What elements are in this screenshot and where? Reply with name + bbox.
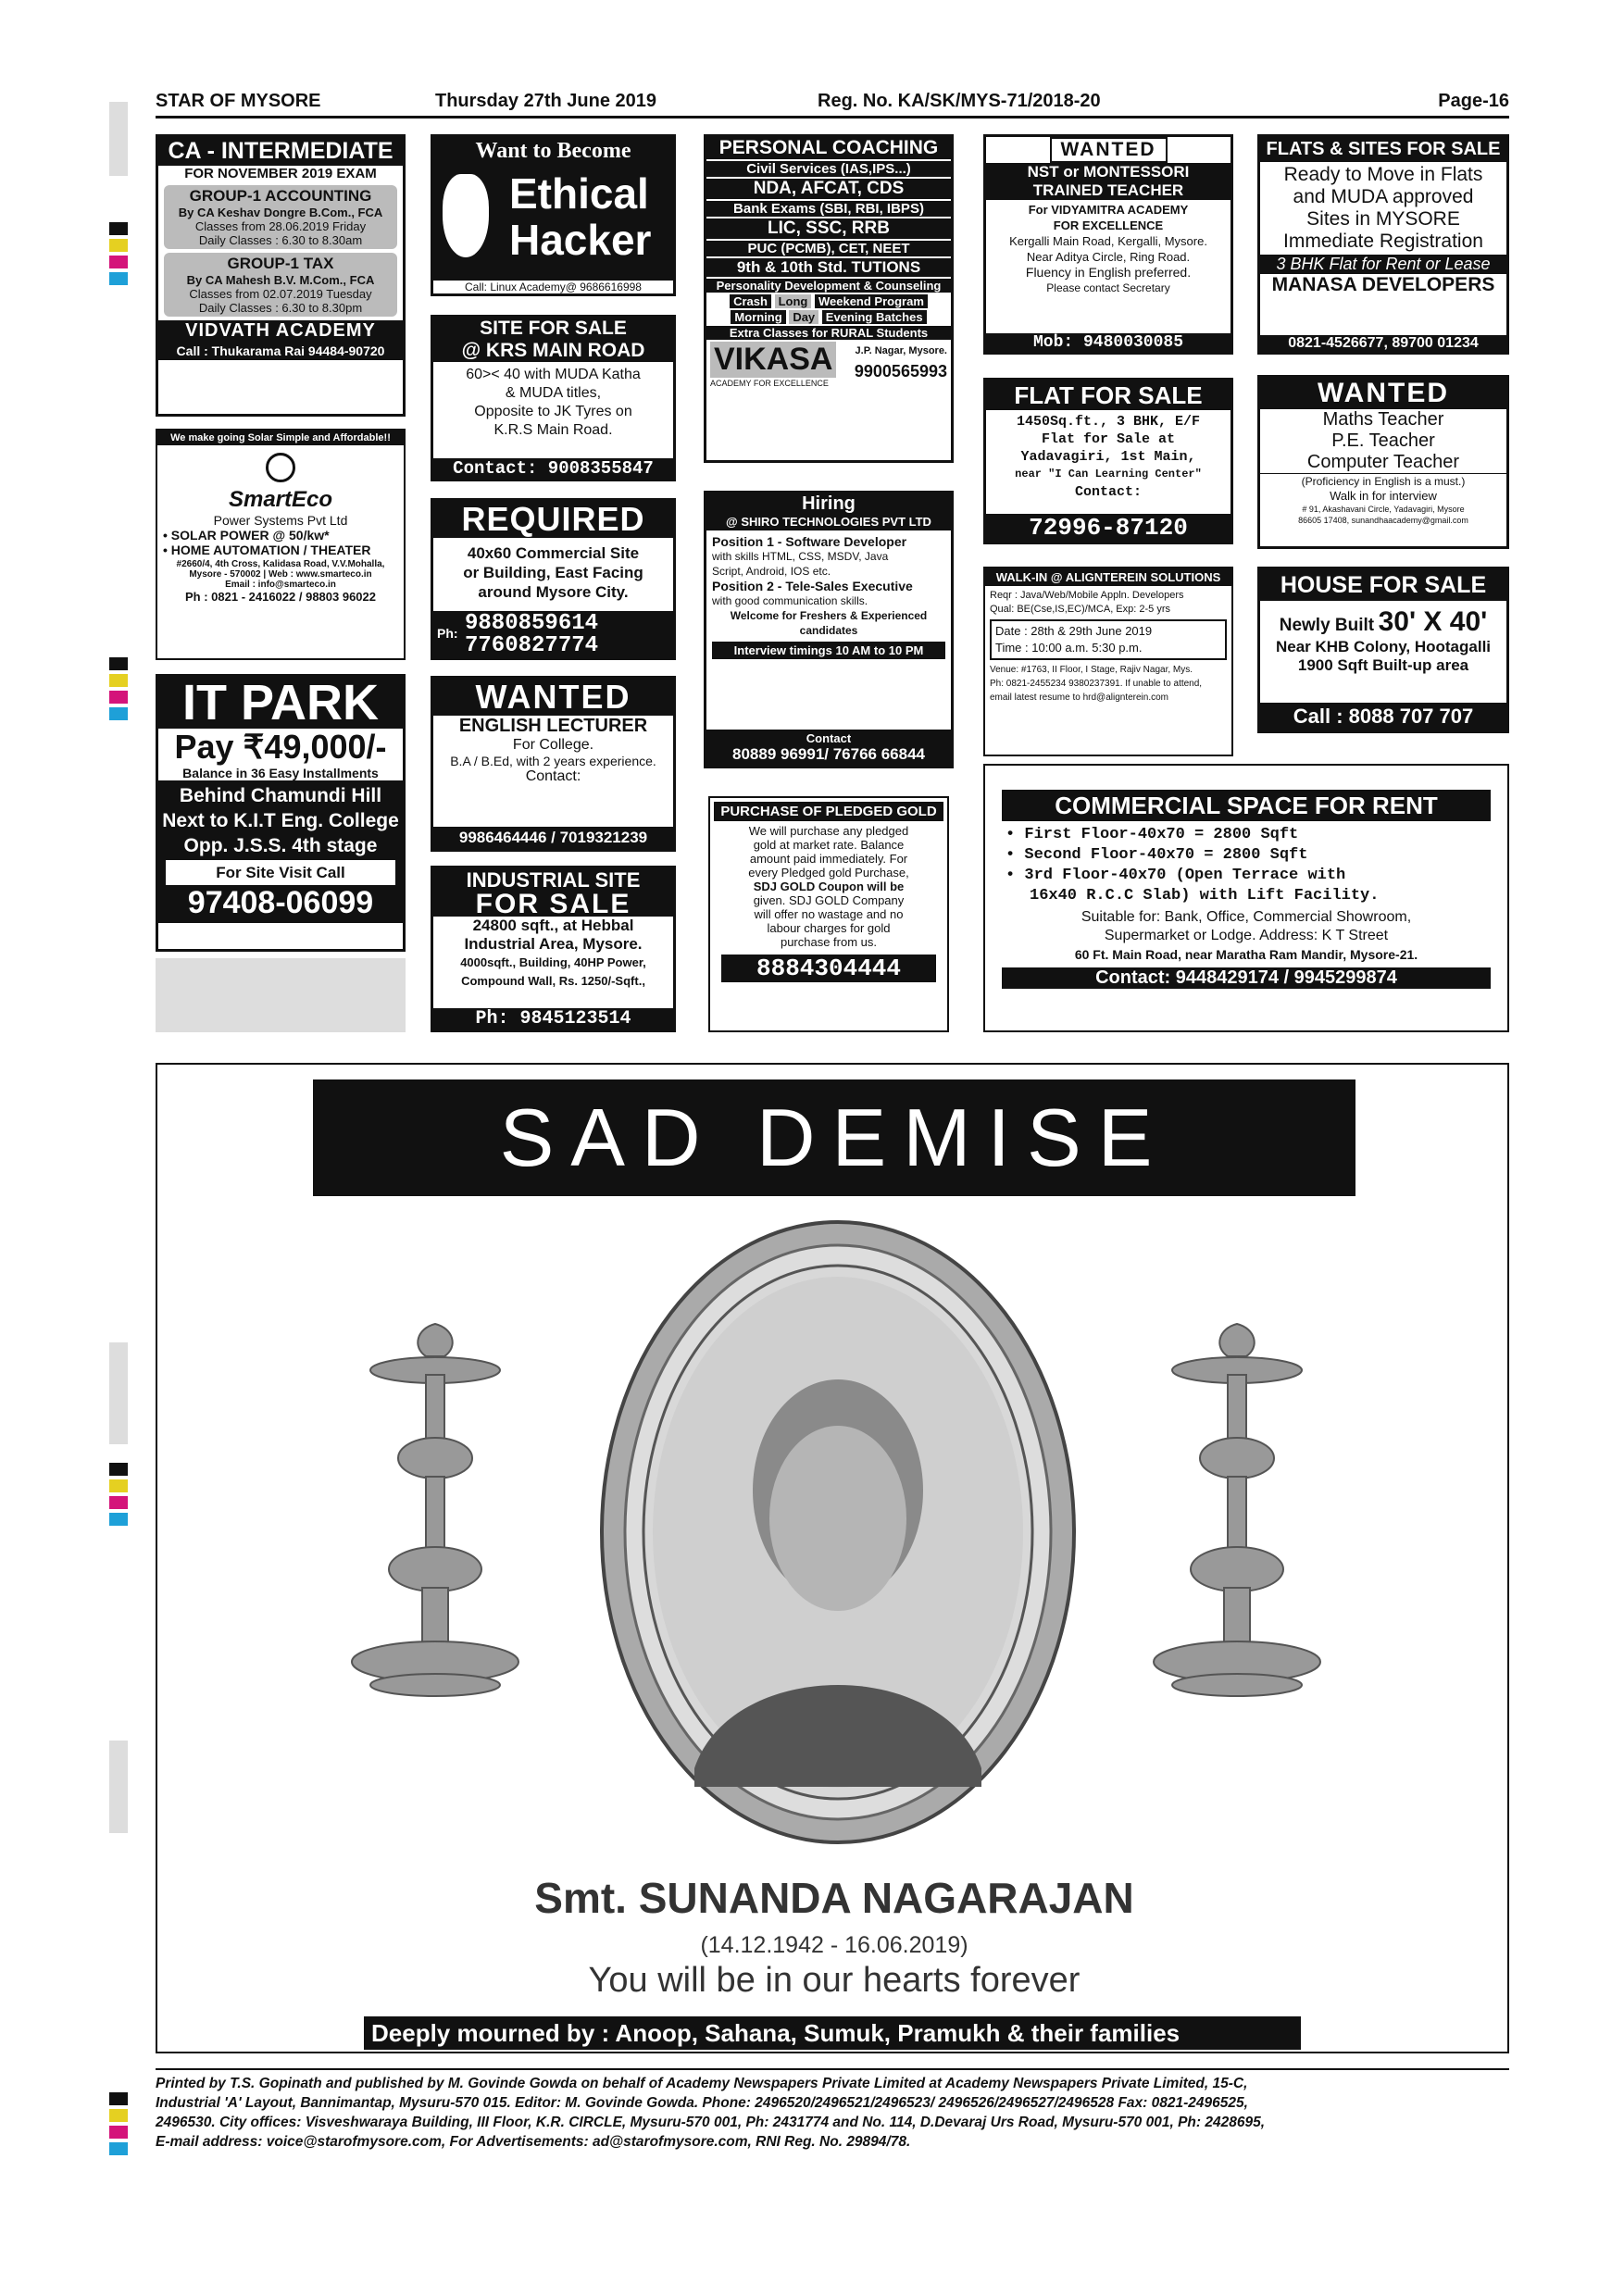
floor-line: 16x40 R.C.C Slab) with Lift Facility. [1030, 887, 1380, 905]
body-line: Yadavagiri, 1st Main, [1020, 449, 1196, 465]
obituary-heading: SAD DEMISE [313, 1079, 1355, 1196]
body-line: gold at market rate. Balance [753, 838, 905, 852]
ad-body [985, 586, 1231, 707]
hacker-kicker: Want to Become [475, 139, 631, 163]
mourned-by: Deeply mourned by : Anoop, Sahana, Sumuk, Pramukh & their families [364, 2016, 1301, 2050]
floor-line: • Second Floor-40x70 = 2800 Sqft [1006, 846, 1308, 864]
hacker-call: Call: Linux Academy@ 9686616998 [433, 281, 673, 293]
body-line: candidates [799, 624, 858, 637]
ad-body [1260, 164, 1506, 253]
brand-sub: ACADEMY FOR EXCELLENCE [710, 379, 829, 388]
body-line: Walk in for interview [1330, 489, 1437, 503]
address-line: Mysore - 570002 | Web : www.smarteco.in [189, 569, 372, 580]
body-line: (Proficiency in English is a must.) [1260, 473, 1506, 489]
mobile-line: Mob: 9480030085 [986, 333, 1230, 352]
ad-body [433, 716, 673, 785]
batch-chip: Evening Batches [822, 310, 927, 324]
ad-body [986, 202, 1230, 296]
group-line: Classes from 28.06.2019 Friday [194, 219, 367, 233]
body-line: 86605 17408, sunandhaacademy@gmail.com [1298, 516, 1468, 525]
course-line: Civil Services (IAS,IPS...) [706, 161, 951, 177]
contact-label: Contact: [1074, 484, 1142, 500]
service-line: • SOLAR POWER @ 50/kw* [163, 528, 330, 543]
company: @ SHIRO TECHNOLOGIES PVT LTD [726, 515, 931, 529]
location-line: Next to K.I.T Eng. College [162, 810, 399, 831]
size-line [1260, 606, 1506, 638]
life-dates: (14.12.1942 - 16.06.2019) [700, 1932, 968, 1958]
call-line: Call : 8088 707 707 [1260, 703, 1506, 730]
body-line: Fluency in English preferred. [1025, 265, 1192, 280]
body-line: 24800 sqft., at Hebbal [472, 917, 634, 934]
position-line: Computer Teacher [1306, 452, 1460, 472]
balance-line: Balance in 36 Easy Installments [182, 766, 379, 780]
floor-line: • 3rd Floor-40x70 (Open Terrace with [1006, 867, 1346, 884]
body-line: Opposite to JK Tyres on [474, 404, 632, 419]
body-line: email latest resume to hrd@alignterein.com [990, 693, 1169, 703]
ad-ca-intermediate [156, 134, 406, 417]
body-line: Reqr : Java/Web/Mobile Appln. Developers [990, 590, 1184, 601]
phone: 9900565993 [854, 362, 947, 381]
size-value: 30' X 40' [1378, 606, 1488, 637]
body-line: & MUDA titles, [505, 385, 602, 401]
body-line: every Pledged gold Purchase, [748, 866, 909, 880]
ad-body [433, 917, 673, 991]
size-label: Newly Built [1279, 616, 1375, 635]
academy-name: VIDVATH ACADEMY [158, 320, 403, 342]
phone-number: 7760827774 [465, 633, 599, 658]
body-line: Ready to Move in Flats [1283, 164, 1483, 185]
course-line: Bank Exams (SBI, RBI, IBPS) [706, 201, 951, 217]
body-line: Contact: [525, 768, 581, 784]
phone-box [433, 611, 673, 657]
hacker-mask-icon [443, 174, 489, 257]
body-line: For VIDYAMITRA ACADEMY [1028, 203, 1189, 217]
body-line: labour charges for gold [767, 921, 891, 935]
developer-name: MANASA DEVELOPERS [1271, 274, 1495, 295]
ad-title-wrap [986, 137, 1230, 163]
footer-rule [156, 2068, 1509, 2070]
body-line: We will purchase any pledged [748, 824, 909, 838]
page-number: Page-16 [1438, 91, 1509, 111]
ad-smarteco [156, 429, 406, 660]
right-oil-lamp-icon [1144, 1319, 1330, 1699]
date-box [990, 619, 1227, 660]
ad-title-line: FOR SALE [475, 889, 631, 919]
tribute-line: You will be in our hearts forever [588, 1961, 1081, 2000]
location-box [158, 780, 403, 923]
body-line: will offer no wastage and no [754, 907, 904, 921]
ad-body [986, 413, 1230, 501]
body-line: Near KHB Colony, Hootagalli [1275, 638, 1492, 655]
batch-chip: Morning [731, 310, 785, 324]
body-line: 40x60 Commercial Site [467, 544, 640, 562]
site-phone: 97408-06099 [187, 885, 374, 920]
ad-teachers-wanted [1257, 375, 1509, 549]
contact-phones: 80889 96991/ 76766 66844 [732, 745, 925, 763]
body-line: given. SDJ GOLD Company [753, 893, 905, 907]
ad-title: FLATS & SITES FOR SALE [1260, 137, 1506, 162]
course-line: Extra Classes for RURAL Students [706, 326, 951, 340]
location-line: Behind Chamundi Hill [179, 785, 382, 806]
hacker-line: Ethical [509, 169, 649, 218]
batch-chip: Crash [730, 294, 771, 308]
body-line: FOR EXCELLENCE [1053, 218, 1164, 232]
ad-body [433, 366, 673, 440]
group-line: Daily Classes : 6.30 to 8.30am [198, 233, 363, 247]
phone-line: 8884304444 [721, 955, 936, 982]
ad-title: PURCHASE OF PLEDGED GOLD [714, 802, 943, 821]
course-line: LIC, SSC, RRB [706, 218, 951, 239]
page-header [156, 91, 1509, 119]
body-line: # 91, Akashavani Circle, Yadavagiri, Mysore [1302, 505, 1465, 514]
body-line: Please contact Secretary [1046, 281, 1170, 294]
registration-marks [109, 102, 128, 2166]
imprint-line: E-mail address: voice@starofmysore.com, For Advertisements: ad@starofmysore.com, RNI Reg. No. 29894/78. [156, 2134, 911, 2150]
location-line: Opp. J.S.S. 4th stage [183, 835, 378, 856]
imprint-footer [156, 2074, 1509, 2152]
ad-ethical-hacker [431, 134, 676, 296]
ad-title-line: @ KRS MAIN ROAD [461, 340, 645, 361]
deceased-name: Smt. SUNANDA NAGARAJAN [534, 1874, 1134, 1922]
ad-title: HOUSE FOR SALE [1260, 569, 1506, 601]
ad-body [706, 530, 951, 642]
batch-row [706, 294, 951, 308]
ad-title [433, 868, 673, 917]
paper-name: STAR OF MYSORE [156, 91, 321, 111]
position-line: Position 2 - Tele-Sales Executive [712, 579, 913, 593]
phone-line: Ph: 9845123514 [433, 1008, 673, 1029]
interview-timing: Interview timings 10 AM to 10 PM [712, 642, 945, 659]
batch-row [706, 310, 951, 324]
contact-line: Contact: 9448429174 / 9945299874 [1002, 967, 1491, 989]
brand-sub: Power Systems Pvt Ltd [213, 513, 348, 528]
academy-call: Call : Thukarama Rai 94484-90720 [158, 342, 403, 360]
ad-title: IT PARK [158, 677, 403, 729]
date-line: Date : 28th & 29th June 2019 [995, 624, 1153, 638]
phone-line: 0821-4526677, 89700 01234 [1260, 335, 1506, 352]
address: J.P. Nagar, Mysore. [855, 345, 947, 356]
ad-title: WANTED [1050, 137, 1168, 163]
price: Pay ₹49,000/- [174, 728, 387, 766]
ad-english-lecturer [431, 676, 676, 852]
issue-date: Thursday 27th June 2019 [435, 91, 656, 111]
body-line: Welcome for Freshers & Experienced [730, 609, 928, 622]
ad-ntt-wanted [983, 134, 1233, 355]
body-line: with skills HTML, CSS, MSDV, Java [712, 550, 889, 563]
body-line: Kergalli Main Road, Kergalli, Mysore. [1009, 234, 1207, 248]
position-line: Maths Teacher [1322, 409, 1444, 430]
ad-hiring [704, 491, 954, 768]
visit-line: For Site Visit Call [166, 860, 395, 885]
ad-title: WANTED [1260, 378, 1506, 409]
ad-subtitle: FOR NOVEMBER 2019 EXAM [184, 166, 377, 181]
body-line: with good communication skills. [712, 594, 868, 607]
body-line: Near Aditya Circle, Ring Road. [1026, 250, 1191, 264]
ad-title-line: INDUSTRIAL SITE [466, 868, 641, 892]
ad-suitability [1002, 908, 1491, 964]
ad-body [433, 543, 673, 602]
phone-line: 72996-87120 [986, 514, 1230, 542]
batch-chip: Long [775, 294, 812, 308]
left-oil-lamp-icon [343, 1319, 528, 1699]
time-line: Time : 10:00 a.m. 5:30 p.m. [995, 641, 1143, 655]
phone-number: 9880859614 [465, 611, 599, 636]
ad-house-sale [1257, 567, 1509, 733]
imprint-line: Industrial 'A' Layout, Bannimantap, Mysuru-570 015. Editor: M. Govinde Gowda. Phone: 2496520/2496521/2496523/ 2496526/2496527/2496528 Fax: 0821-2496525, [156, 2095, 1248, 2111]
ad-body [1002, 825, 1491, 906]
ad-body [714, 824, 943, 949]
body-line: purchase from us. [780, 935, 878, 949]
ad-body [1260, 409, 1506, 526]
ad-title-line: SITE FOR SALE [480, 318, 627, 339]
imprint-line: Printed by T.S. Gopinath and published by M. Govinde Gowda on behalf of Academy Newspapers Private Limited at Academy Newspapers Private Limited, 15-C, [156, 2076, 1248, 2091]
body-line: For College. [512, 737, 594, 753]
batch-chip: Weekend Program [815, 294, 928, 308]
body-line: SDJ GOLD Coupon will be [753, 880, 905, 893]
group-line: Daily Classes : 6.30 to 8.30pm [198, 301, 363, 315]
ad-flats-sites [1257, 134, 1509, 355]
obituary-panel [156, 1063, 1509, 2053]
course-line: 9th & 10th Std. TUTIONS [706, 258, 951, 277]
smarteco-logo [157, 453, 404, 487]
ad-required [431, 498, 676, 660]
rent-line: 3 BHK Flat for Rent or Lease [1260, 255, 1506, 274]
brand-name: VIKASA [710, 342, 836, 378]
ad-title-line: Hiring [802, 493, 856, 514]
ad-flat-sale [983, 378, 1233, 544]
body-line: Industrial Area, Mysore. [464, 935, 643, 953]
body-line: amount paid immediately. For [749, 852, 908, 866]
blank-gray-panel [156, 958, 406, 1032]
group-line: Classes from 02.07.2019 Tuesday [189, 287, 372, 301]
ad-it-park [156, 674, 406, 952]
body-line: Suitable for: Bank, Office, Commercial Showroom, [1081, 909, 1412, 925]
ad-title [433, 318, 673, 362]
batch-chip: Day [789, 310, 818, 324]
hacker-line: Hacker [509, 216, 652, 264]
body-line: 60>< 40 with MUDA Katha [466, 367, 641, 382]
body-line: 1450Sq.ft., 3 BHK, E/F [1016, 414, 1201, 430]
body-line: Ph: 0821-2455234 9380237391. If unable to attend, [990, 679, 1203, 689]
subtitle-line: NST or MONTESSORI [1027, 163, 1190, 181]
position-line: Position 1 - Software Developer [712, 534, 907, 549]
registration-number: Reg. No. KA/SK/MYS-71/2018-20 [818, 91, 1101, 111]
ca-group-accounting [164, 185, 397, 249]
leaf-icon [266, 453, 295, 482]
address-line: #2660/4, 4th Cross, Kalidasa Road, V.V.Mohalla, [176, 559, 385, 569]
vikasa-brand [706, 342, 951, 393]
portrait-photo [653, 1277, 1023, 1788]
course-line: NDA, AFCAT, CDS [706, 179, 951, 199]
ad-title: COMMERCIAL SPACE FOR RENT [1002, 790, 1491, 821]
phone-label: Ph: [437, 626, 458, 641]
ad-walkin-alignterein [983, 567, 1233, 756]
body-line: Sites in MYSORE [1306, 208, 1460, 230]
body-line: B.A / B.Ed, with 2 years experience. [450, 754, 656, 768]
body-line: Compound Wall, Rs. 1250/-Sqft., [461, 974, 645, 988]
body-line: 1900 Sqft Built-up area [1297, 656, 1469, 674]
ad-pledged-gold [708, 796, 949, 1032]
ad-title: WALK-IN @ ALIGNTEREIN SOLUTIONS [985, 568, 1231, 586]
position-line: P.E. Teacher [1331, 430, 1435, 451]
ad-title: FLAT FOR SALE [986, 381, 1230, 410]
body-line: Immediate Registration [1283, 231, 1483, 252]
body-line: 60 Ft. Main Road, near Maratha Ram Mandir, Mysore-21. [1074, 947, 1418, 962]
contact-line: Contact: 9008355847 [433, 458, 673, 479]
phone-line: Ph : 0821 - 2416022 / 98803 96022 [185, 590, 376, 604]
floor-line: • First Floor-40x70 = 2800 Sqft [1006, 826, 1299, 843]
body-line: Qual: BE(Cse,IS,EC)/MCA, Exp: 2-5 yrs [990, 604, 1170, 615]
body-line: Script, Android, IOS etc. [712, 565, 831, 578]
ad-title: WANTED [433, 679, 673, 716]
course-line: Personality Development & Counseling [706, 279, 951, 293]
body-line: around Mysore City. [478, 583, 629, 601]
ad-tagline: We make going Solar Simple and Affordable!! [157, 430, 404, 445]
body-line: or Building, East Facing [463, 564, 643, 581]
body-line: near "I Can Learning Center" [1015, 468, 1202, 480]
body-line: 4000sqft., Building, 40HP Power, [460, 955, 646, 969]
phone-line: 9986464446 / 7019321239 [433, 827, 673, 849]
ad-subtitle [986, 163, 1230, 200]
brand-name: SmartEco [228, 487, 333, 512]
ad-title: PERSONAL COACHING [706, 137, 951, 159]
ad-title [706, 493, 951, 530]
ad-title: REQUIRED [433, 501, 673, 538]
body-line: K.R.S Main Road. [493, 422, 613, 438]
position-line: ENGLISH LECTURER [458, 716, 648, 736]
contact-box [706, 730, 951, 766]
ad-commercial-space [983, 764, 1509, 1032]
body-line: and MUDA approved [1293, 186, 1474, 207]
group-line: By CA Keshav Dongre B.Com., FCA [178, 206, 383, 219]
ad-industrial-site [431, 866, 676, 1032]
body-line: Supermarket or Lodge. Address: K T Street [1104, 928, 1389, 943]
group-title: GROUP-1 TAX [227, 255, 334, 272]
group-line: By CA Mahesh B.V. M.Com., FCA [186, 273, 375, 287]
group-title: GROUP-1 ACCOUNTING [189, 187, 372, 205]
body-line: Flat for Sale at [1041, 431, 1176, 447]
ad-site-krs [431, 315, 676, 481]
email-line: Email : info@smarteco.in [225, 580, 336, 590]
course-line: PUC (PCMB), CET, NEET [706, 241, 951, 256]
subtitle-line: TRAINED TEACHER [1032, 181, 1184, 199]
imprint-line: 2496530. City offices: Visveshwaraya Building, III Floor, K.R. CIRCLE, Mysuru-570 001, Ph: 2431774 and No. 114, D.Devaraj Urs Road, Mysuru-570 001, Ph: 2428695, [156, 2115, 1266, 2130]
ad-title: CA - INTERMEDIATE [158, 137, 403, 166]
body-line: Venue: #1763, II Floor, I Stage, Rajiv Nagar, Mys. [990, 665, 1193, 675]
ca-group-tax [164, 253, 397, 317]
contact-label: Contact [806, 731, 852, 745]
ad-personal-coaching [704, 134, 954, 463]
service-line: • HOME AUTOMATION / THEATER [163, 543, 371, 557]
portrait-frame [593, 1213, 1083, 1852]
